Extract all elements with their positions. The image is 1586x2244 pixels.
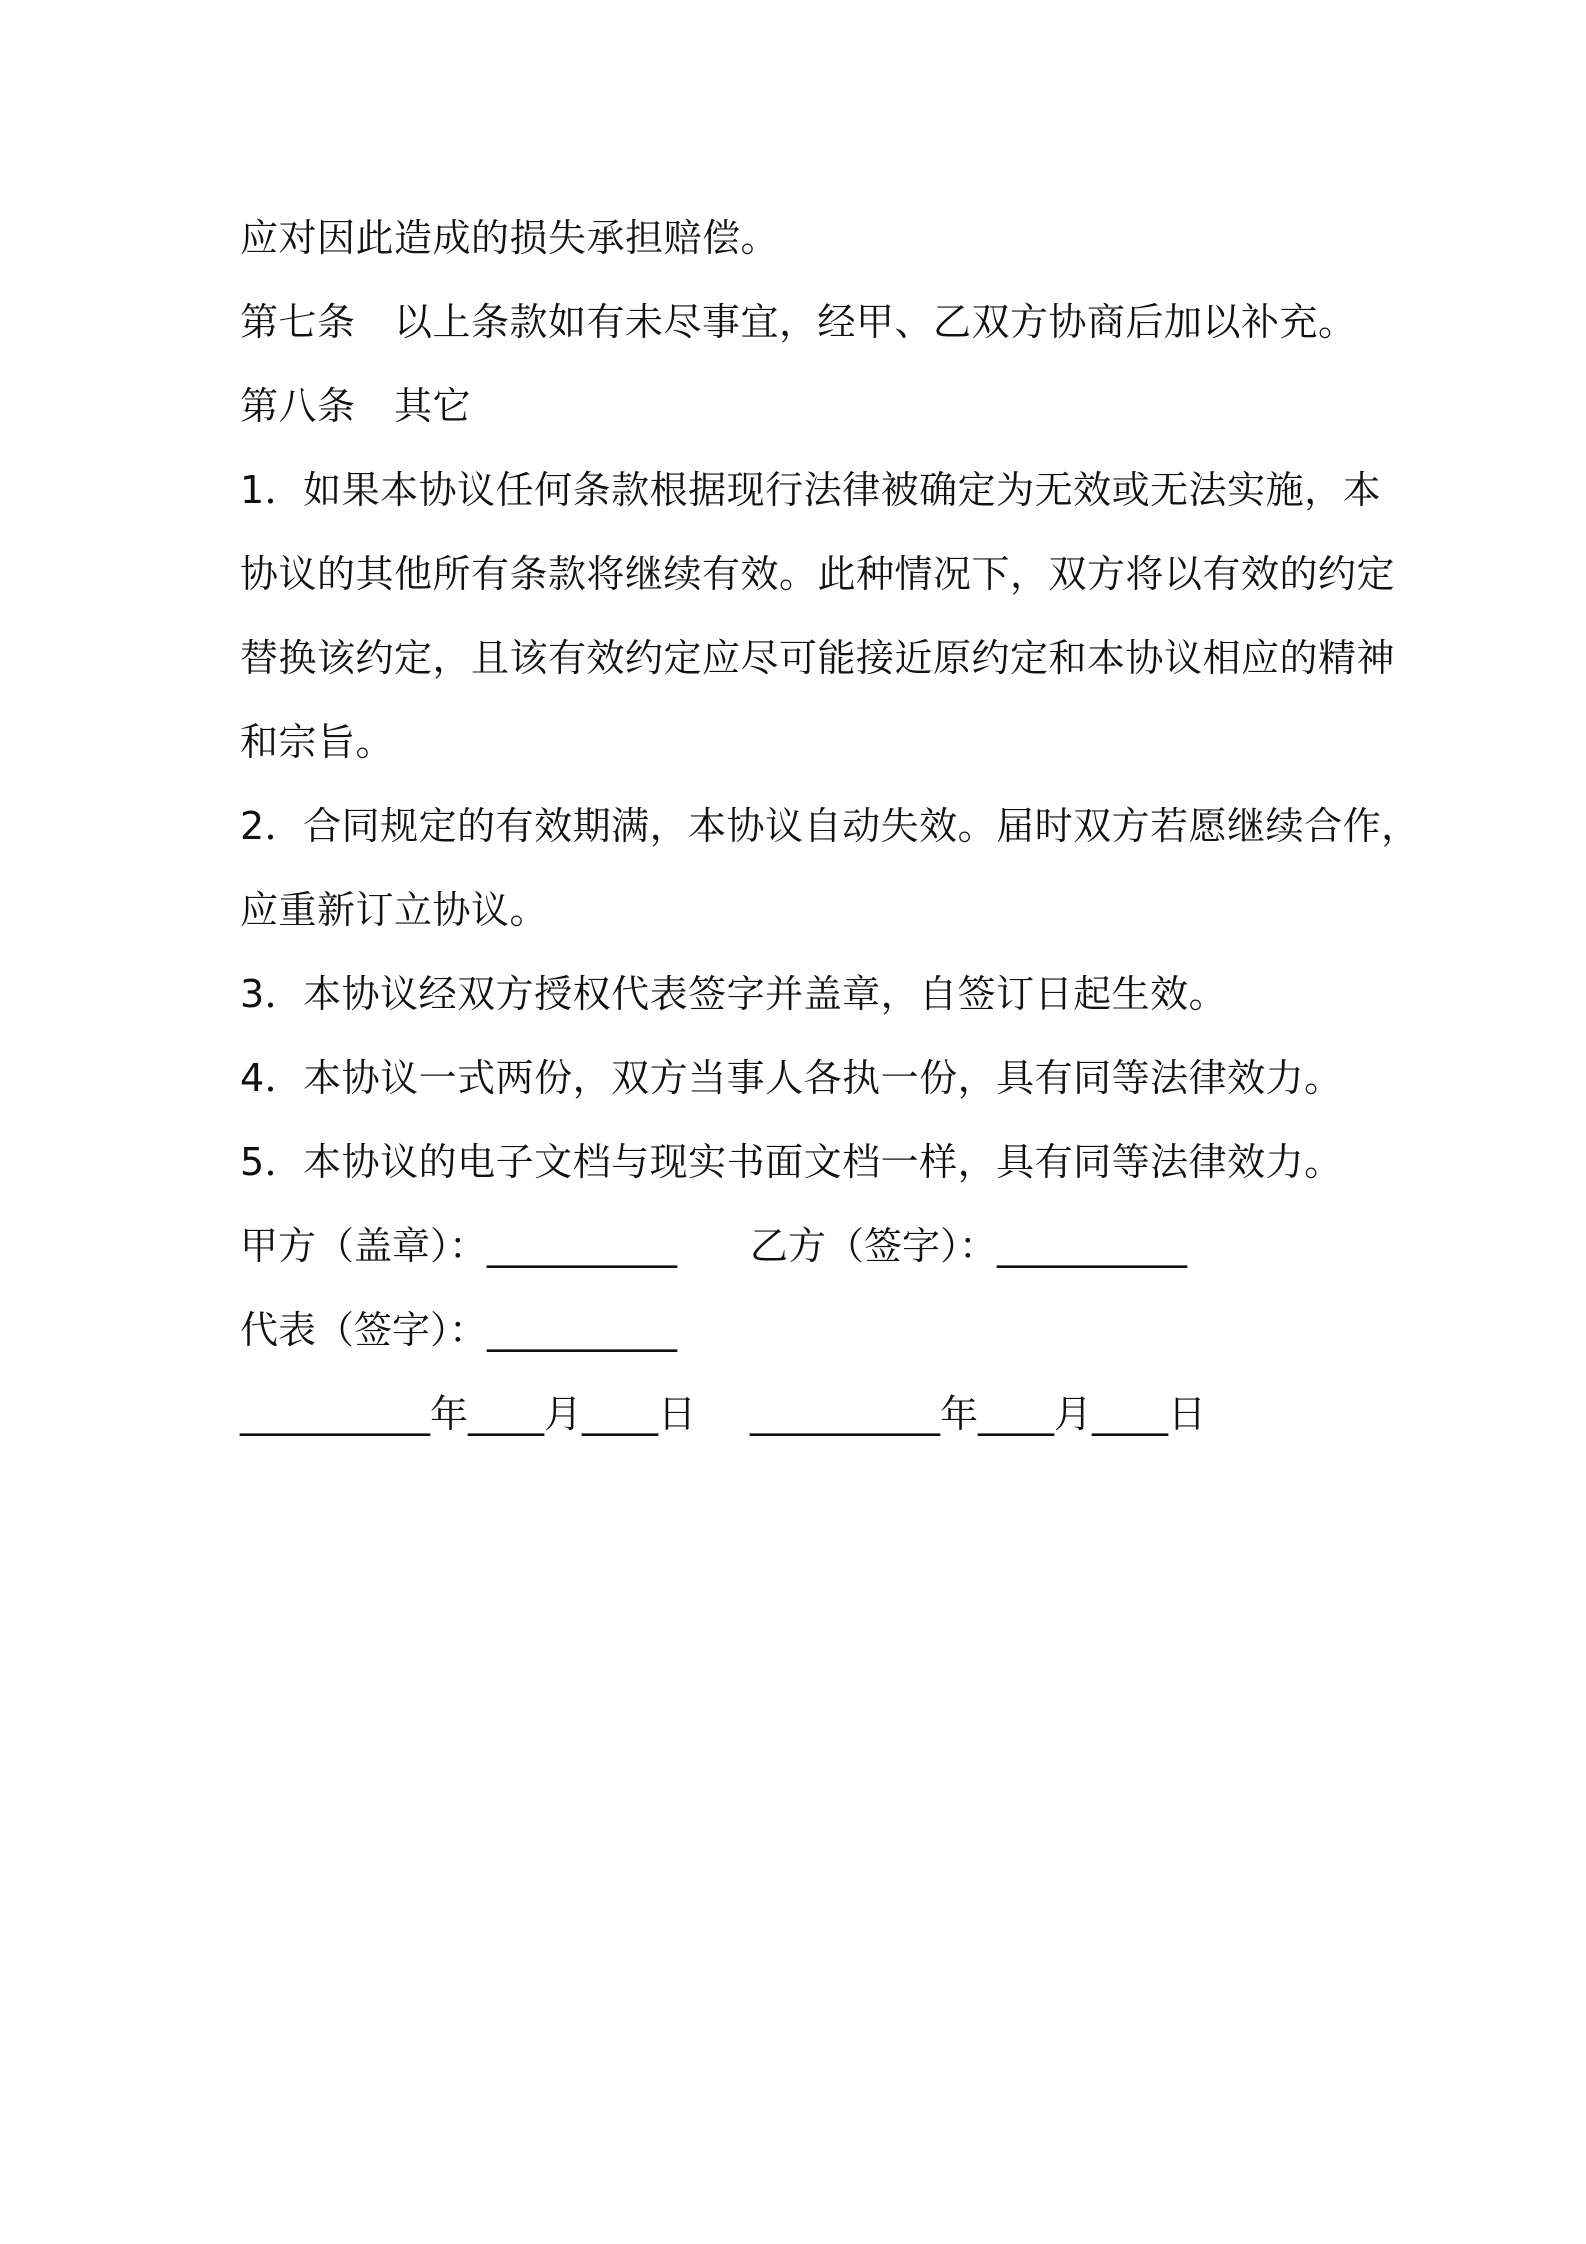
clause-2-line-2: 应重新订立协议。 xyxy=(240,888,549,932)
signature-row-representative xyxy=(240,1288,1360,1372)
document-body xyxy=(240,196,1420,1456)
article-seven: 第七条 以上条款如有未尽事宜，经甲、乙双方协商后加以补充。 xyxy=(240,300,1357,344)
clause-1-line-3: 替换该约定，且该有效约定应尽可能接近原约定和本协议相应的精神 xyxy=(240,636,1396,680)
clause-1-line-2: 协议的其他所有条款将继续有效。此种情况下，双方将以有效的约定 xyxy=(240,552,1396,596)
party-b-date-field: __________年____月____日 xyxy=(750,1392,1207,1436)
clause-1-line-4: 和宗旨。 xyxy=(240,720,395,764)
clause-3: 3．本协议经双方授权代表签字并盖章，自签订日起生效。 xyxy=(240,972,1228,1016)
signature-row-dates xyxy=(240,1372,1360,1456)
clause-4: 4．本协议一式两份，双方当事人各执一份，具有同等法律效力。 xyxy=(240,1056,1343,1100)
signature-row-parties xyxy=(240,1204,1360,1288)
clause-5: 5．本协议的电子文档与现实书面文档一样，具有同等法律效力。 xyxy=(240,1140,1343,1184)
text-line: 应对因此造成的损失承担赔偿。 xyxy=(240,216,780,260)
representative-signature-field: 代表（签字）：__________ xyxy=(240,1308,678,1352)
article-eight-heading: 第八条 其它 xyxy=(240,384,472,428)
party-a-date-field: __________年____月____日 xyxy=(240,1392,697,1436)
clause-1-line-1: 1．如果本协议任何条款根据现行法律被确定为无效或无法实施，本 xyxy=(240,468,1382,512)
clause-2-line-1: 2．合同规定的有效期满，本协议自动失效。届时双方若愿继续合作， xyxy=(240,804,1420,848)
party-a-seal-field: 甲方（盖章）：__________ xyxy=(240,1224,678,1268)
party-b-signature-field: 乙方（签字）：__________ xyxy=(750,1224,1188,1268)
